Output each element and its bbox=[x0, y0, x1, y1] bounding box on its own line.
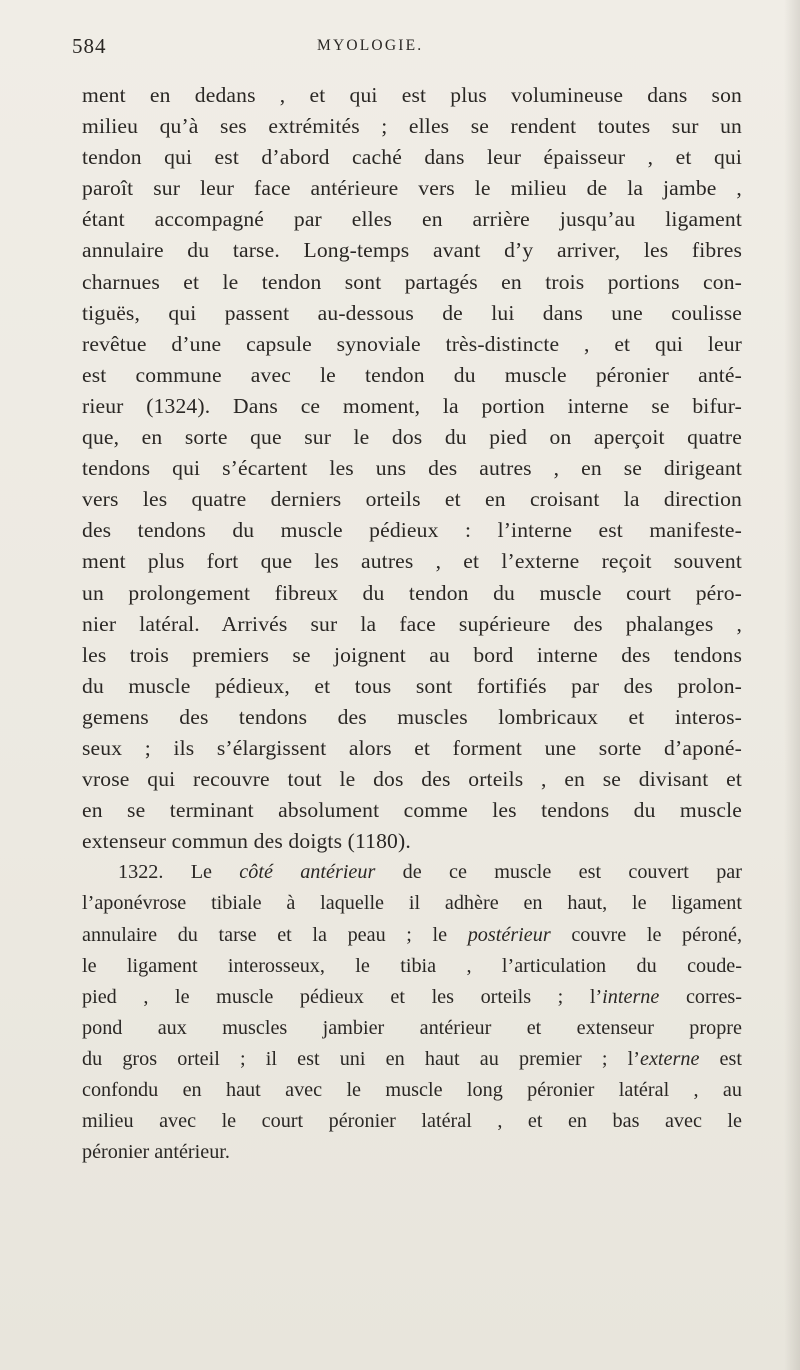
text-line bbox=[82, 1044, 742, 1075]
text-line: un prolongement fibreux du tendon du muscle court péro- bbox=[82, 580, 742, 605]
text-span: annulaire du tarse et la peau ; le bbox=[82, 923, 468, 946]
page-edge-shadow bbox=[784, 0, 800, 1370]
text-span: Le bbox=[163, 861, 240, 884]
page-header bbox=[72, 34, 742, 60]
text-line: est commune avec le tendon du muscle péronier anté- bbox=[82, 362, 742, 387]
paragraph-1322-line bbox=[82, 857, 742, 888]
text-line: péronier antérieur. bbox=[82, 1141, 230, 1164]
text-line: le ligament interosseux, le tibia , l’articulation du coude- bbox=[82, 954, 742, 977]
text-line: du muscle pédieux, et tous sont fortifiés par des prolon- bbox=[82, 673, 742, 698]
text-span: de ce muscle est couvert par bbox=[375, 861, 742, 884]
text-line: annulaire du tarse. Long-temps avant d’y arriver, les fibres bbox=[82, 238, 742, 263]
italic-term: côté antérieur bbox=[239, 861, 376, 884]
text-line: ment en dedans , et qui est plus volumineuse dans son bbox=[82, 83, 742, 107]
text-span: du gros orteil ; il est uni en haut au premier ; l’ bbox=[82, 1047, 640, 1070]
text-line: revêtue d’une capsule synoviale très-distincte , et qui leur bbox=[82, 331, 742, 356]
text-line: pond aux muscles jambier antérieur et extenseur propre bbox=[82, 1016, 742, 1039]
text-line: des tendons du muscle pédieux : l’interne est manifeste- bbox=[82, 518, 742, 543]
text-line: les trois premiers se joignent au bord interne des tendons bbox=[82, 642, 742, 667]
text-line bbox=[82, 920, 742, 951]
text-line bbox=[82, 982, 742, 1013]
text-line: milieu avec le court péronier latéral , et en bas avec le bbox=[82, 1110, 742, 1133]
text-span: couvre le péroné, bbox=[550, 923, 742, 946]
text-line: que, en sorte que sur le dos du pied on aperçoit quatre bbox=[82, 425, 742, 450]
body-text bbox=[82, 80, 742, 1168]
text-line: tendon qui est d’abord caché dans leur épaisseur , et qui bbox=[82, 145, 742, 170]
text-span: est bbox=[699, 1047, 742, 1070]
text-line: milieu qu’à ses extrémités ; elles se rendent toutes sur un bbox=[82, 114, 742, 139]
text-line: extenseur commun des doigts (1180). bbox=[82, 829, 411, 854]
text-line: charnues et le tendon sont partagés en trois portions con- bbox=[82, 269, 742, 294]
text-span: corres- bbox=[659, 985, 742, 1008]
text-span: pied , le muscle pédieux et les orteils ; l’ bbox=[82, 985, 603, 1008]
running-head: MYOLOGIE. bbox=[317, 37, 424, 54]
text-line: seux ; ils s’élargissent alors et forment une sorte d’aponé- bbox=[82, 735, 742, 760]
text-line: nier latéral. Arrivés sur la face supérieure des phalanges , bbox=[82, 611, 742, 636]
text-line: gemens des tendons des muscles lombricaux et interos- bbox=[82, 704, 742, 729]
italic-term: interne bbox=[602, 985, 660, 1008]
text-line: tendons qui s’écartent les uns des autres , en se dirigeant bbox=[82, 456, 742, 481]
text-line: confondu en haut avec le muscle long péronier latéral , au bbox=[82, 1079, 742, 1101]
text-line: vrose qui recouvre tout le dos des orteils , en se divisant et bbox=[82, 767, 742, 792]
italic-term: externe bbox=[640, 1047, 700, 1070]
text-line: vers les quatre derniers orteils et en croisant la direction bbox=[82, 487, 742, 512]
paragraph-number: 1322. bbox=[118, 861, 164, 884]
text-line: tiguës, qui passent au-dessous de lui dans une coulisse bbox=[82, 300, 742, 325]
text-line: ment plus fort que les autres , et l’externe reçoit souvent bbox=[82, 549, 742, 574]
italic-term: postérieur bbox=[467, 923, 551, 946]
text-line: étant accompagné par elles en arrière jusqu’au ligament bbox=[82, 207, 742, 232]
text-line: rieur (1324). Dans ce moment, la portion interne se bifur- bbox=[82, 393, 742, 418]
text-line: l’aponévrose tibiale à laquelle il adhère en haut, le ligament bbox=[82, 892, 742, 915]
page-number: 584 bbox=[72, 34, 107, 58]
text-line: paroît sur leur face antérieure vers le milieu de la jambe , bbox=[82, 176, 742, 201]
text-line: en se terminant absolument comme les tendons du muscle bbox=[82, 798, 742, 823]
